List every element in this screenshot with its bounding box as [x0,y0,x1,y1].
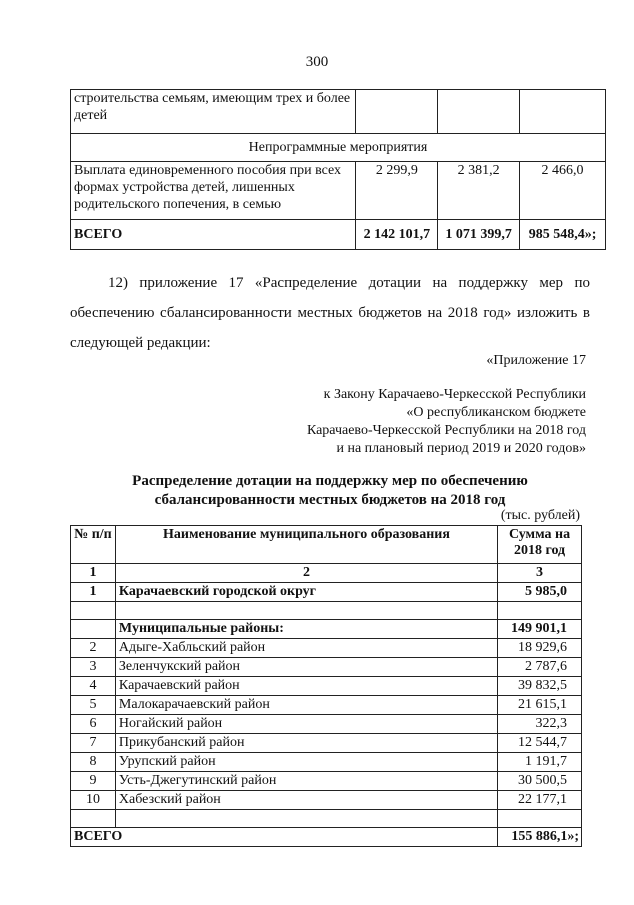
row-num: 2 [71,639,116,658]
districts-label: Муниципальные районы: [115,620,497,639]
table-row [71,715,582,734]
row-num: 6 [71,715,116,734]
row-value [438,90,520,134]
total-label: ВСЕГО [71,828,498,847]
total-value: 2 142 101,7 [356,220,438,250]
law-reference [307,386,586,458]
row-sum: 30 500,5 [498,772,582,791]
row-sum: 18 929,6 [498,639,582,658]
law-line: к Закону Карачаево-Черкесской Республики [323,387,586,402]
law-line: и на плановый период 2019 и 2020 годов» [336,441,586,456]
appendix-reference: «Приложение 17 [486,353,586,368]
row-sum: 2 787,6 [498,658,582,677]
row-name: Выплата единовременного пособия при всех формах устройства детей, лишенных родительского попечения, в семью [71,162,356,220]
row-sum: 1 191,7 [498,753,582,772]
header-sum: Сумма на 2018 год [498,526,582,564]
row-name: Карачаевский район [115,677,497,696]
row-num: 3 [71,658,116,677]
row-num: 5 [71,696,116,715]
row-value [356,90,438,134]
row-num: 1 [71,583,116,602]
table-row [71,620,582,639]
page-number: 300 [305,54,329,70]
section-title: Непрограммные мероприятия [71,134,606,162]
row-num: 10 [71,791,116,810]
row-name: Зеленчукский район [115,658,497,677]
header-row [71,526,582,564]
table-row [71,639,582,658]
row-num: 8 [71,753,116,772]
table-row [71,772,582,791]
column-number-row [71,564,582,583]
total-label: ВСЕГО [71,220,356,250]
total-row [71,828,582,847]
row-sum: 22 177,1 [498,791,582,810]
subsidy-table [70,525,582,847]
row-value: 2 466,0 [520,162,606,220]
row-name: Хабезский район [115,791,497,810]
total-value: 1 071 399,7 [438,220,520,250]
title-line: Распределение дотации на поддержку мер по обеспечению [132,473,528,489]
header-name: Наименование муниципального образования [115,526,497,564]
row-num: 9 [71,772,116,791]
row-sum: 322,3 [498,715,582,734]
table-row [71,791,582,810]
title-line: сбалансированности местных бюджетов на 2018 год [154,492,506,508]
document-title [80,472,580,510]
row-value: 2 299,9 [356,162,438,220]
row-num: 7 [71,734,116,753]
row-name: Урупский район [115,753,497,772]
table-row [71,696,582,715]
units-label: (тыс. рублей) [500,508,580,523]
total-sum: 155 886,1»; [498,828,582,847]
section-row [71,134,606,162]
col-number: 2 [115,564,497,583]
row-name: Усть-Джегутинский район [115,772,497,791]
row-name: строительства семьям, имеющим трех и более детей [71,90,356,134]
row-sum: 39 832,5 [498,677,582,696]
col-number: 1 [71,564,116,583]
col-number: 3 [498,564,582,583]
table-row [71,162,606,220]
law-line: «О республиканском бюджете [406,405,586,420]
row-name: Ногайский район [115,715,497,734]
spacer-row [71,810,582,828]
budget-table-continuation [70,89,606,250]
row-sum: 12 544,7 [498,734,582,753]
row-name: Адыге-Хабльский район [115,639,497,658]
row-name: Малокарачаевский район [115,696,497,715]
amendment-paragraph: 12) приложение 17 «Распределение дотации на поддержку мер по обеспечению сбалансированности местных бюджетов на 2018 год» изложить в следующей редакции: [70,275,590,351]
table-row [71,753,582,772]
row-num: 4 [71,677,116,696]
table-row [71,90,606,134]
row-name: Прикубанский район [115,734,497,753]
table-row [71,583,582,602]
districts-sum: 149 901,1 [498,620,582,639]
row-value [520,90,606,134]
header-num: № п/п [71,526,116,564]
row-name: Карачаевский городской округ [115,583,497,602]
total-row [71,220,606,250]
spacer-row [71,602,582,620]
law-line: Карачаево-Черкесской Республики на 2018 год [306,423,586,438]
row-value: 2 381,2 [438,162,520,220]
table-row [71,658,582,677]
table-row [71,677,582,696]
row-sum: 5 985,0 [498,583,582,602]
table-row [71,734,582,753]
row-sum: 21 615,1 [498,696,582,715]
total-value: 985 548,4»; [520,220,606,250]
